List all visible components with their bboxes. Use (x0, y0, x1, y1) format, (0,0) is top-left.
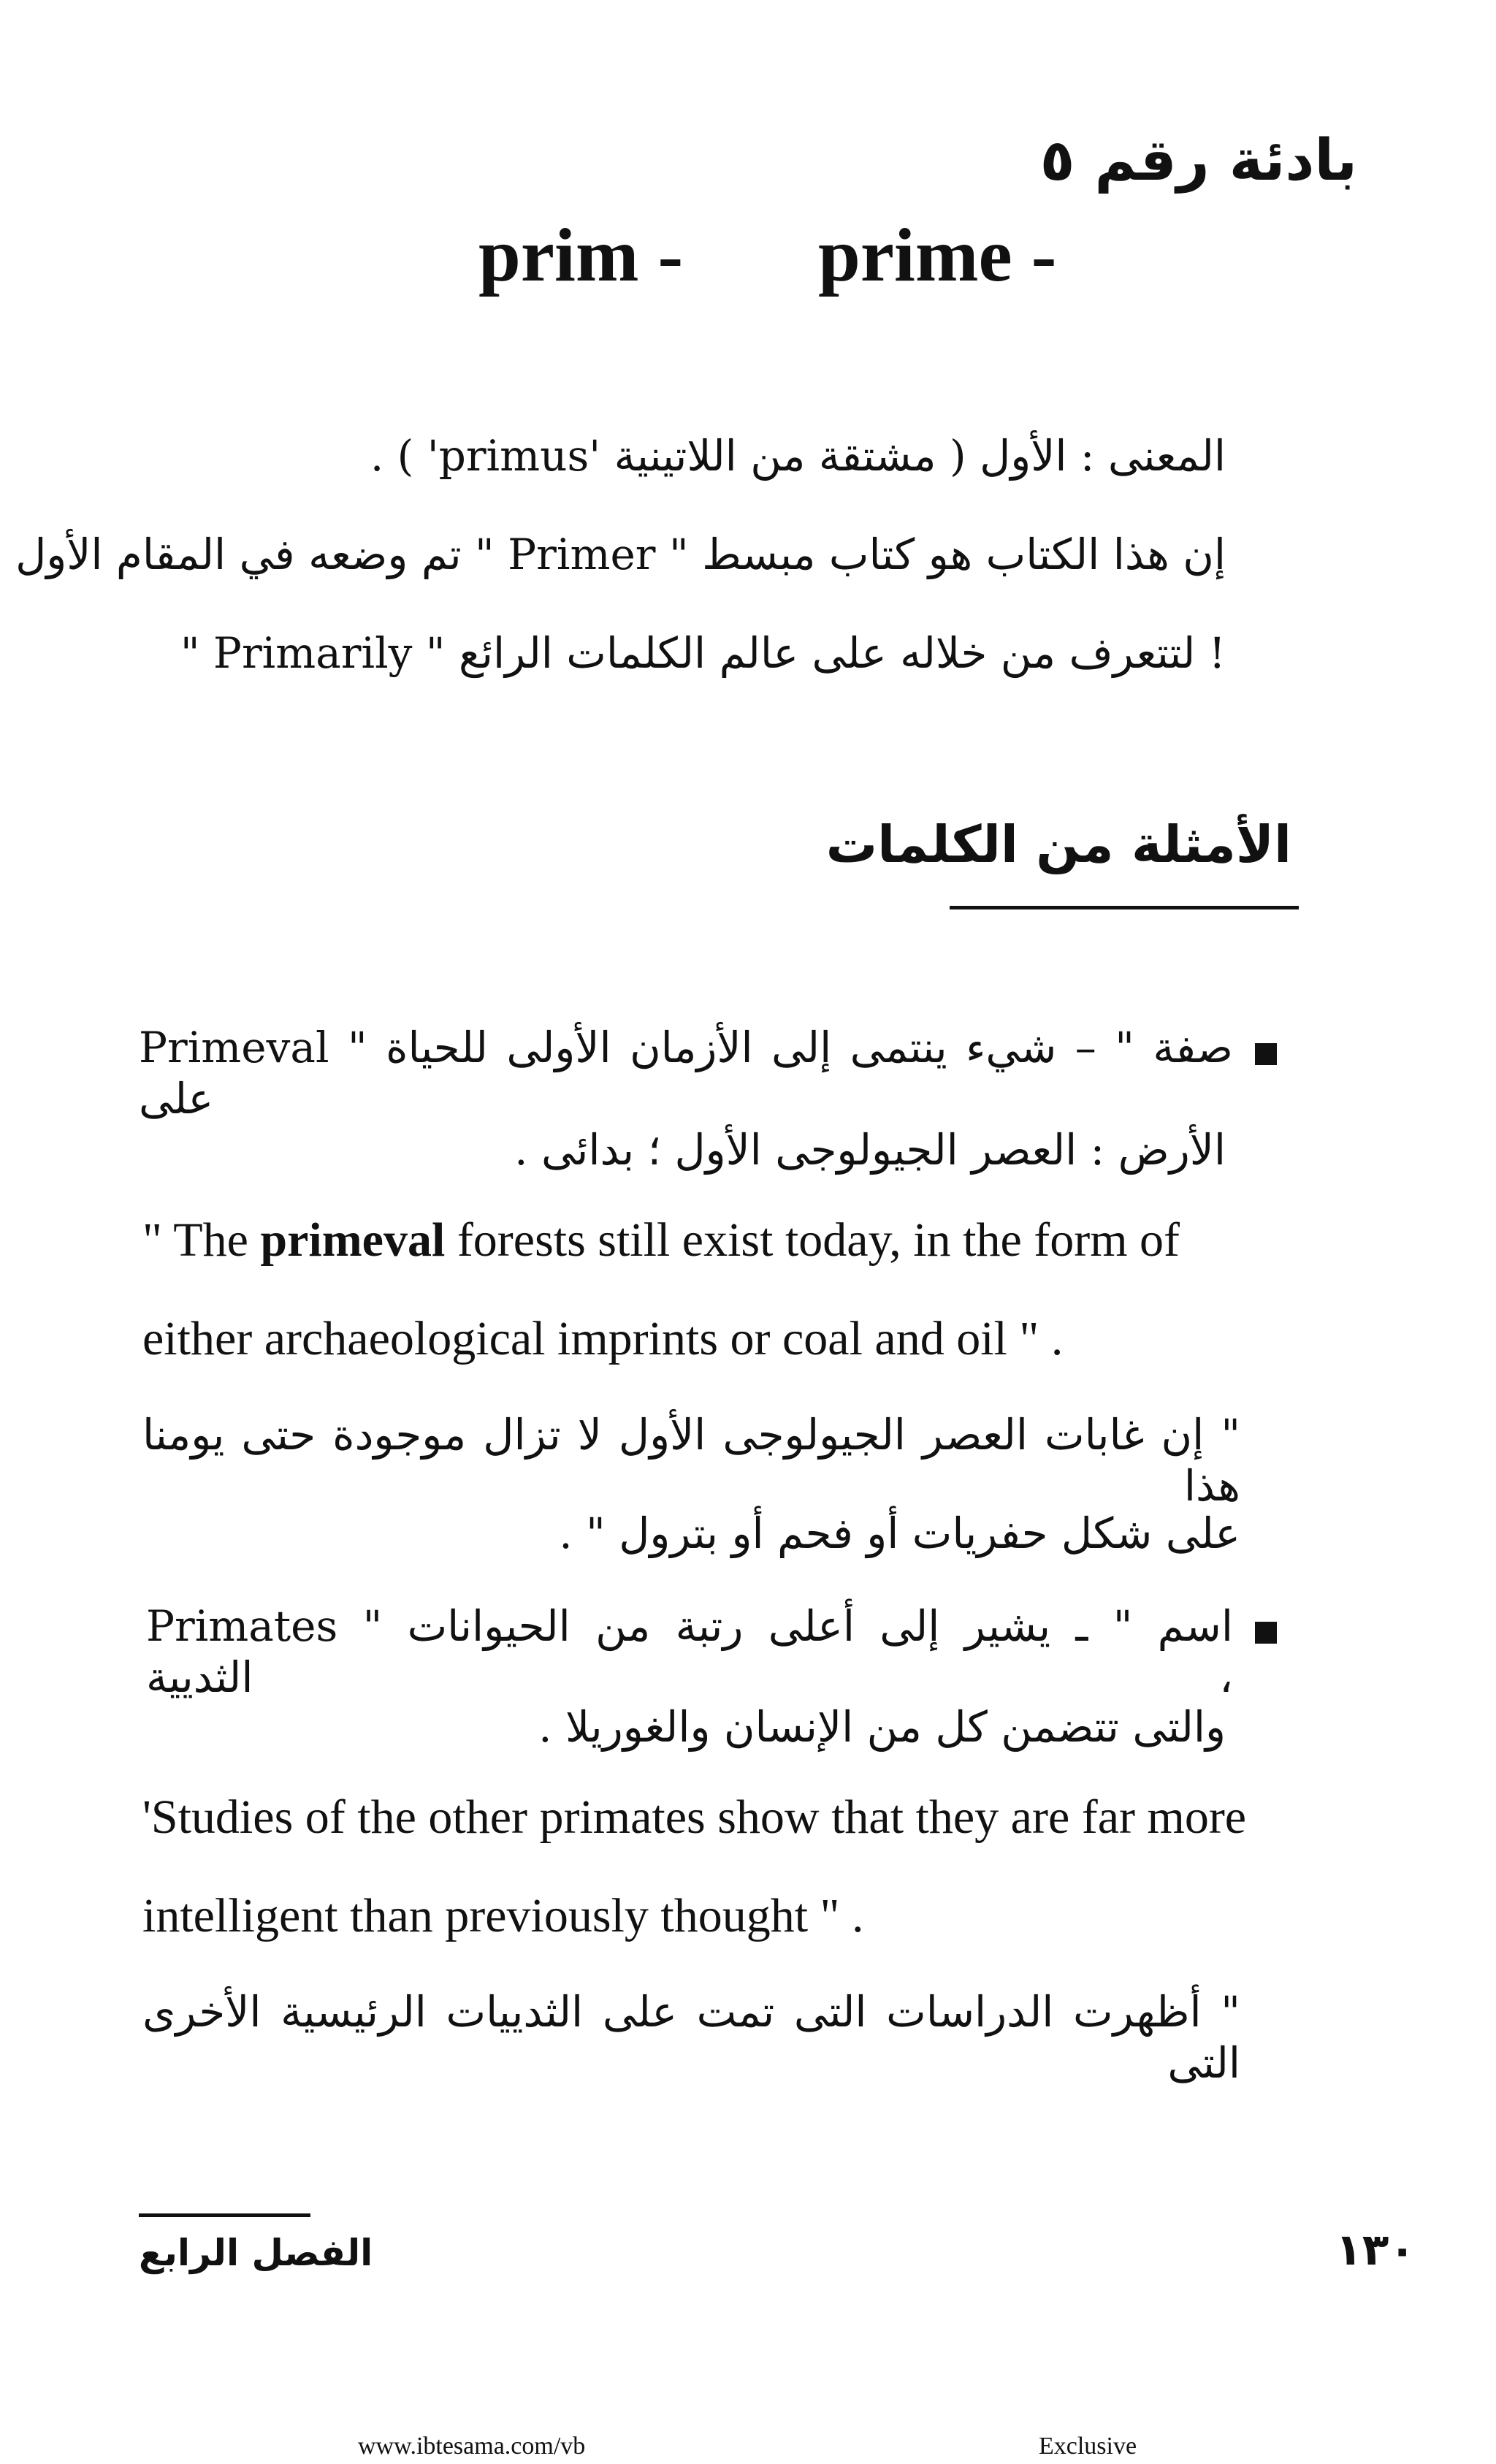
bullet-square-icon (1255, 1622, 1277, 1644)
footer-chapter-label: الفصل الرابع (139, 2232, 373, 2274)
primeval-example-line-2: either archaeological imprints or coal and oil " . (142, 1312, 1064, 1365)
primates-definition-line-1: Primates " اسم " ـ يشير إلى أعلى رتبة من الحيوانات الثديية ، (146, 1601, 1233, 1702)
primates-example-line-2: intelligent than previously thought " . (142, 1889, 864, 1942)
primeval-definition-line-1: Primeval " صفة " – شيء ينتمى إلى الأزمان الأولى للحياة على (139, 1023, 1233, 1124)
primeval-translation-line-2: على شكل حفريات أو فحم أو بترول " . (559, 1508, 1240, 1558)
bullet-square-icon (1255, 1043, 1277, 1065)
primeval-example-keyword: primeval (260, 1213, 446, 1267)
prefix-prime: prime - (818, 213, 1057, 297)
primates-example-line-1: 'Studies of the other primates show that they are far more (142, 1790, 1247, 1844)
source-tag: Exclusive (1039, 2433, 1137, 2460)
intro-line-1: إن هذا الكتاب هو كتاب مبسط " Primer " تم وضعه في المقام الأول (15, 530, 1226, 579)
primeval-definition-line-2: الأرض : العصر الجيولوجى الأول ؛ بدائى . (514, 1125, 1226, 1175)
heading-underline (950, 906, 1299, 909)
intro-line-2: " Primarily " لتتعرف من خلاله على عالم الكلمات الرائع ! (180, 628, 1226, 678)
page-number: ١٣٠ (1335, 2224, 1416, 2276)
meaning-line: المعنى : الأول ( مشتقة من اللاتينية 'primus' ) . (370, 431, 1226, 481)
source-url: www.ibtesama.com/vb (358, 2433, 586, 2460)
primates-translation-line-1: " أظهرت الدراسات التى تمت على الثدييات الرئيسية الأخرى التى (142, 1987, 1240, 2088)
primeval-example-line-1 (142, 1213, 1180, 1268)
primates-definition-line-2: والتى تتضمن كل من الإنسان والغوريلا . (538, 1702, 1226, 1752)
prefix-prim: prim - (478, 213, 684, 297)
primeval-example-post: forests still exist today, in the form of (445, 1213, 1180, 1267)
primeval-example-pre: " The (142, 1213, 261, 1267)
footer-rule (139, 2213, 310, 2217)
prefix-number-title: بادئة رقم ٥ (1039, 128, 1357, 194)
primeval-translation-line-1: " إن غابات العصر الجيولوجى الأول لا تزال موجودة حتى يومنا هذا (142, 1410, 1240, 1511)
examples-heading: الأمثلة من الكلمات (825, 815, 1291, 874)
